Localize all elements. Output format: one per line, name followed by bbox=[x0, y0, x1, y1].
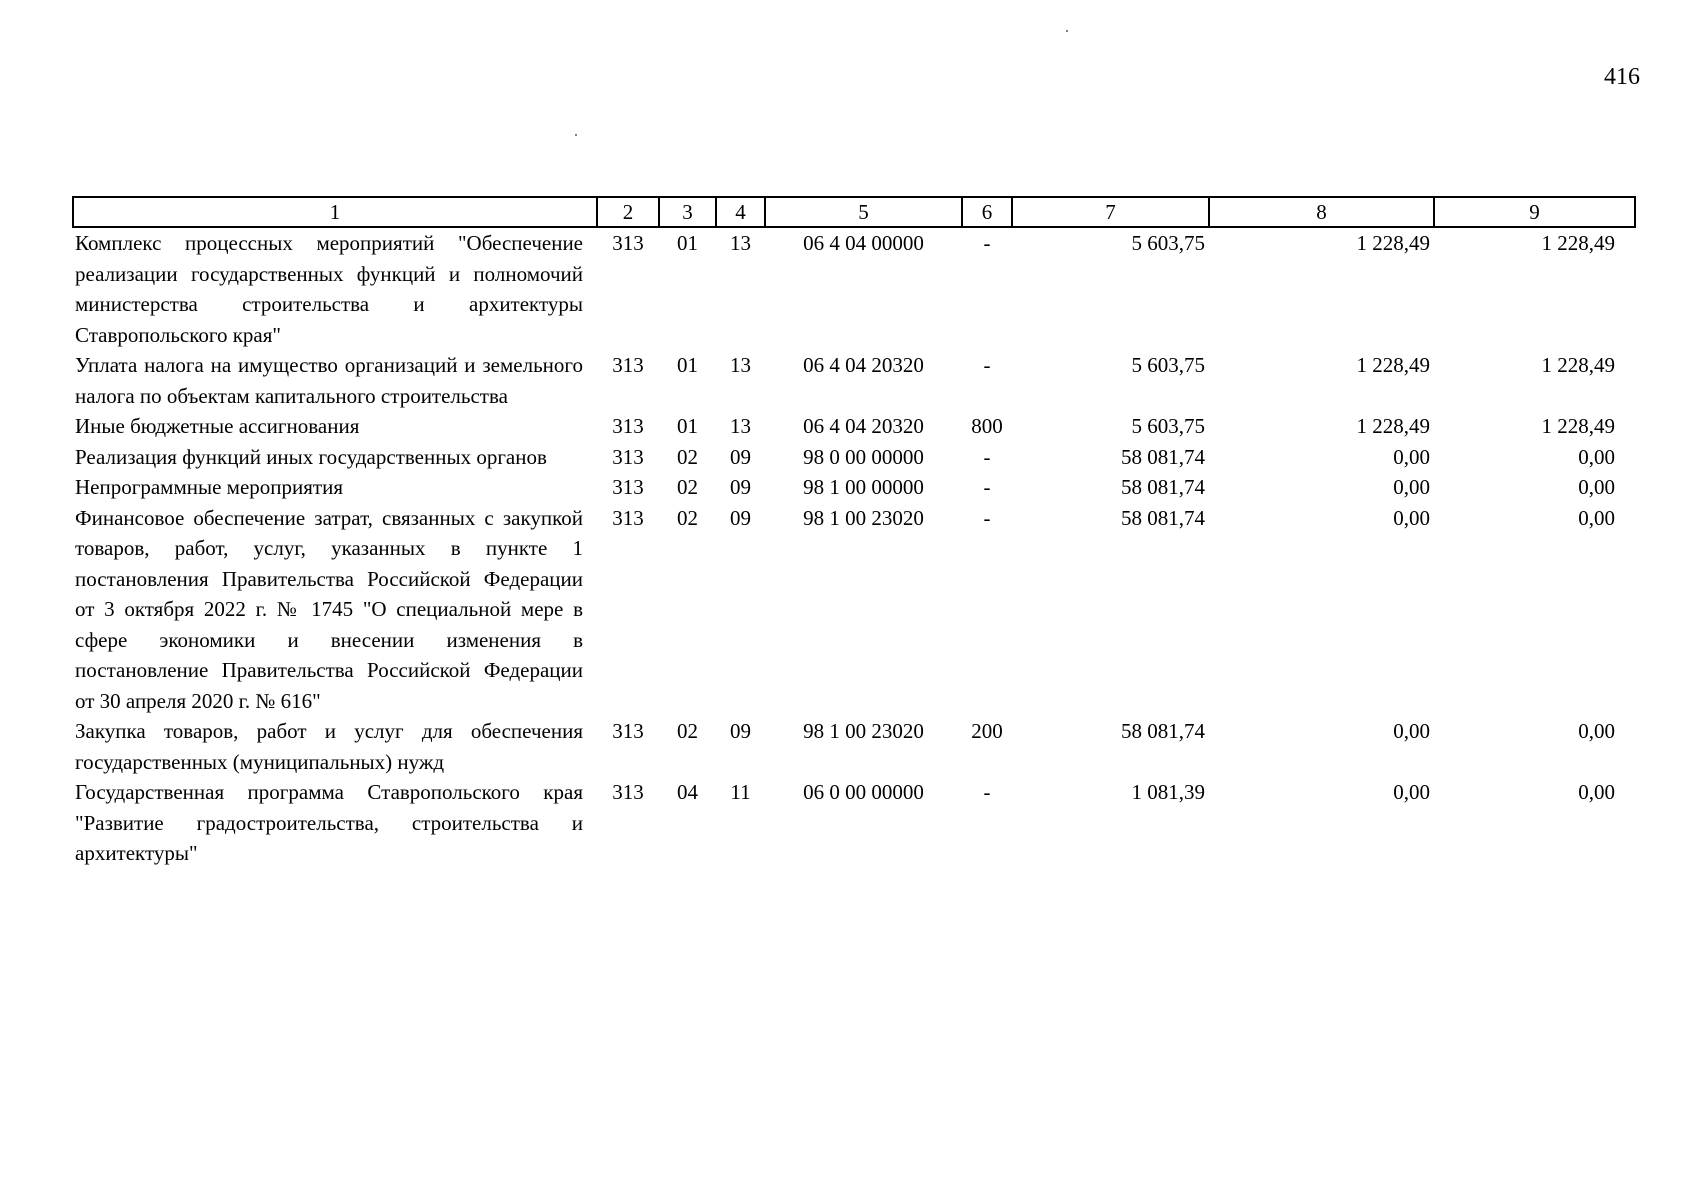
cell-ministry-code: 313 bbox=[612, 353, 644, 377]
table-row bbox=[73, 503, 1635, 717]
header-col-9: 9 bbox=[1434, 197, 1635, 227]
cell-amount-9: 1 228,49 bbox=[1541, 353, 1615, 377]
cell-amount-9: 0,00 bbox=[1578, 505, 1615, 530]
cell-target-article: 98 1 00 23020 bbox=[803, 505, 924, 530]
cell-amount-9: 0,00 bbox=[1578, 444, 1615, 469]
cell-amount-8: 1 228,49 bbox=[1356, 353, 1430, 377]
cell-target-article: 98 0 00 00000 bbox=[803, 444, 924, 469]
table-row bbox=[73, 472, 1635, 503]
cell-amount-8: 0,00 bbox=[1393, 780, 1430, 804]
cell-section: 02 bbox=[677, 444, 698, 469]
cell-amount-9: 0,00 bbox=[1578, 475, 1615, 499]
row-name: Иные бюджетные ассигнования bbox=[75, 414, 360, 438]
cell-amount-7: 5 603,75 bbox=[1131, 353, 1205, 377]
cell-subsection: 13 bbox=[730, 231, 751, 255]
table-row bbox=[73, 716, 1635, 777]
row-name: Уплата налога на имущество организаций и земельного налога по объектам капитального строительства bbox=[75, 353, 583, 408]
cell-ministry-code: 313 bbox=[612, 780, 644, 804]
header-col-8: 8 bbox=[1209, 197, 1434, 227]
cell-subsection: 13 bbox=[730, 414, 751, 438]
budget-table bbox=[72, 196, 1636, 869]
cell-expense-type: - bbox=[983, 475, 991, 499]
header-col-3: 3 bbox=[659, 197, 716, 227]
cell-amount-9: 0,00 bbox=[1578, 780, 1615, 804]
cell-amount-8: 0,00 bbox=[1393, 475, 1430, 499]
cell-amount-7: 58 081,74 bbox=[1121, 475, 1205, 499]
cell-amount-8: 1 228,49 bbox=[1356, 414, 1430, 438]
cell-amount-9: 0,00 bbox=[1578, 719, 1615, 743]
cell-amount-8: 0,00 bbox=[1393, 719, 1430, 743]
cell-ministry-code: 313 bbox=[612, 444, 644, 469]
header-col-1: 1 bbox=[73, 197, 597, 227]
cell-amount-7: 5 603,75 bbox=[1131, 231, 1205, 255]
cell-expense-type: - bbox=[983, 353, 991, 377]
cell-section: 01 bbox=[677, 231, 698, 255]
cell-amount-9: 1 228,49 bbox=[1541, 414, 1615, 438]
cell-amount-8: 0,00 bbox=[1393, 444, 1430, 469]
header-col-5: 5 bbox=[765, 197, 962, 227]
row-name: Государственная программа Ставропольского края "Развитие градостроительства, строительства и архитектуры" bbox=[75, 780, 583, 865]
cell-amount-7: 5 603,75 bbox=[1131, 414, 1205, 438]
cell-section: 04 bbox=[677, 780, 698, 804]
row-name: Финансовое обеспечение затрат, связанных с закупкой товаров, работ, услуг, указанных в пункте 1 постановления Правительства Российской Федерации от 3 октября 2022 г. № 1745 "О специальной мере в сфере экономики и внесении изменения в постановление Правительства Российской Федерации от 30 апреля 2020 г. № 616" bbox=[75, 505, 583, 713]
page-number: 416 bbox=[1604, 64, 1640, 90]
table-row bbox=[73, 442, 1635, 473]
cell-section: 02 bbox=[677, 475, 698, 499]
cell-ministry-code: 313 bbox=[612, 414, 644, 438]
row-name: Непрограммные мероприятия bbox=[75, 475, 343, 499]
cell-subsection: 09 bbox=[730, 444, 751, 469]
cell-section: 02 bbox=[677, 719, 698, 743]
cell-amount-7: 58 081,74 bbox=[1121, 505, 1205, 530]
cell-section: 01 bbox=[677, 414, 698, 438]
cell-expense-type: - bbox=[983, 231, 991, 255]
table-row bbox=[73, 227, 1635, 350]
cell-subsection: 09 bbox=[730, 719, 751, 743]
cell-target-article: 06 0 00 00000 bbox=[803, 780, 924, 804]
table-body bbox=[73, 227, 1635, 869]
header-col-6: 6 bbox=[962, 197, 1012, 227]
cell-section: 02 bbox=[677, 505, 698, 530]
header-col-2: 2 bbox=[597, 197, 659, 227]
cell-expense-type: 800 bbox=[971, 414, 1003, 438]
cell-target-article: 06 4 04 20320 bbox=[803, 353, 924, 377]
scan-speck bbox=[1066, 30, 1068, 32]
cell-target-article: 98 1 00 23020 bbox=[803, 719, 924, 743]
table-row bbox=[73, 350, 1635, 411]
header-col-4: 4 bbox=[716, 197, 765, 227]
scan-speck bbox=[575, 134, 577, 136]
cell-amount-8: 0,00 bbox=[1393, 505, 1430, 530]
cell-expense-type: - bbox=[983, 505, 991, 530]
table-row bbox=[73, 411, 1635, 442]
cell-expense-type: 200 bbox=[971, 719, 1003, 743]
cell-subsection: 09 bbox=[730, 505, 751, 530]
cell-amount-8: 1 228,49 bbox=[1356, 231, 1430, 255]
cell-ministry-code: 313 bbox=[612, 231, 644, 255]
row-name: Реализация функций иных государственных органов bbox=[75, 444, 547, 469]
header-col-7: 7 bbox=[1012, 197, 1209, 227]
cell-ministry-code: 313 bbox=[612, 719, 644, 743]
cell-target-article: 06 4 04 20320 bbox=[803, 414, 924, 438]
cell-subsection: 11 bbox=[730, 780, 751, 804]
cell-amount-7: 58 081,74 bbox=[1121, 444, 1205, 469]
cell-section: 01 bbox=[677, 353, 698, 377]
row-name: Закупка товаров, работ и услуг для обеспечения государственных (муниципальных) нужд bbox=[75, 719, 583, 774]
cell-amount-7: 1 081,39 bbox=[1131, 780, 1205, 804]
table-row bbox=[73, 777, 1635, 869]
cell-ministry-code: 313 bbox=[612, 475, 644, 499]
table-header bbox=[73, 197, 1635, 227]
cell-target-article: 98 1 00 00000 bbox=[803, 475, 924, 499]
cell-amount-9: 1 228,49 bbox=[1541, 231, 1615, 255]
row-name: Комплекс процессных мероприятий "Обеспечение реализации государственных функций и полномочий министерства строительства и архитектуры Ставропольского края" bbox=[75, 231, 583, 347]
header-row bbox=[73, 197, 1635, 227]
cell-expense-type: - bbox=[983, 780, 991, 804]
cell-subsection: 13 bbox=[730, 353, 751, 377]
cell-expense-type: - bbox=[983, 444, 991, 469]
cell-target-article: 06 4 04 00000 bbox=[803, 231, 924, 255]
cell-ministry-code: 313 bbox=[612, 505, 644, 530]
cell-amount-7: 58 081,74 bbox=[1121, 719, 1205, 743]
cell-subsection: 09 bbox=[730, 475, 751, 499]
